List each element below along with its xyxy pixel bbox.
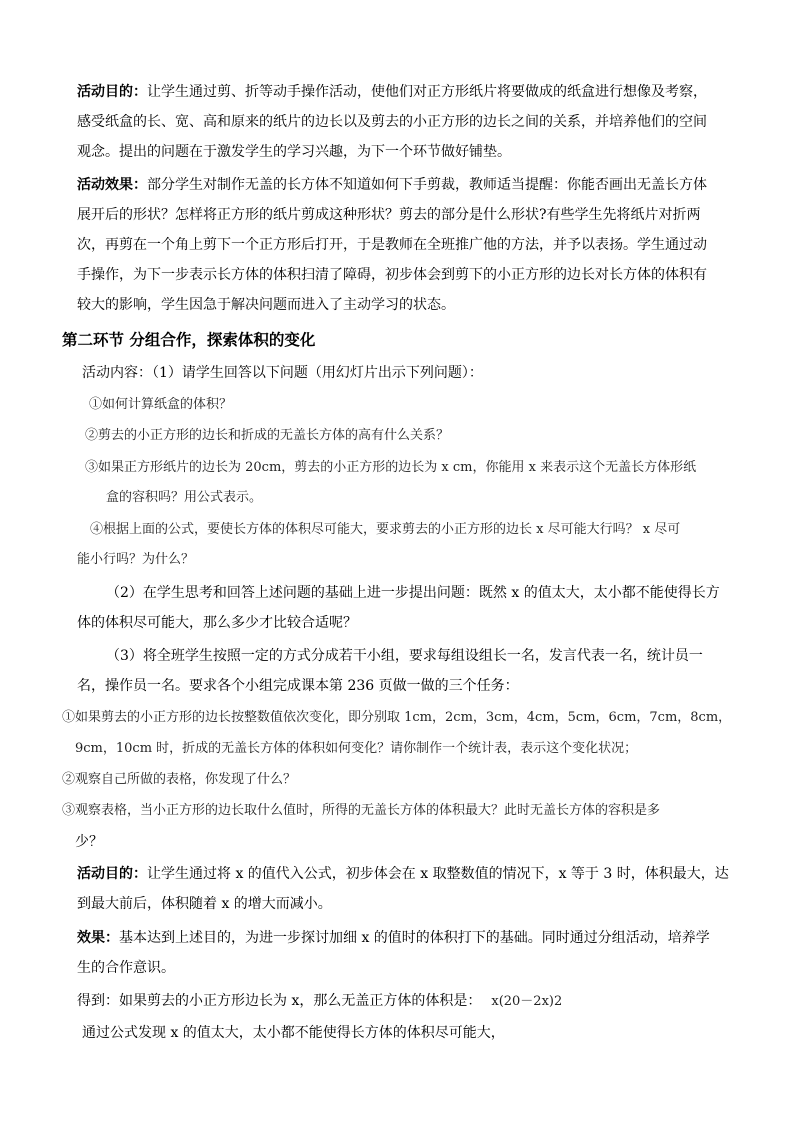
paragraph-3-cont: 名，操作员一名。要求各个小组完成课本第 236 页做一做的三个任务： bbox=[77, 678, 519, 694]
text: 让学生通过将 x 的值代入公式，初步体会在 x 取整数值的情况下，x 等于 3 时，体积最大，达 bbox=[147, 866, 729, 882]
paragraph-line: 生的合作意识。 bbox=[77, 960, 175, 976]
paragraph-line: 次，再剪在一个角上剪下一个正方形后打开，于是教师在全班推广他的方法，并予以表扬。学生通过动 bbox=[77, 237, 707, 253]
question-3: ③如果正方形纸片的边长为 20cm，剪去的小正方形的边长为 x cm，你能用 x 来表示这个无盖长方体形纸 bbox=[85, 460, 697, 475]
paragraph-3: （3）将全班学生按照一定的方式分成若干小组，要求每组设组长一名，发言代表一名，统计员一 bbox=[106, 648, 703, 664]
result-line-2: 通过公式发现 x 的值太大，太小都不能使得长方体的体积尽可能大， bbox=[82, 1025, 505, 1041]
section-label: 活动目的： bbox=[77, 866, 147, 882]
text: 让学生通过剪、折等动手操作活动，使他们对正方形纸片将要做成的纸盒进行想像及考察， bbox=[147, 84, 707, 100]
result-line bbox=[77, 991, 562, 1012]
result-text: 得到：如果剪去的小正方形边长为 x，那么无盖正方体的体积是： bbox=[77, 993, 482, 1009]
paragraph-line bbox=[77, 928, 710, 948]
section-label: 活动目的： bbox=[77, 84, 147, 100]
paragraph-line bbox=[77, 82, 707, 102]
paragraph-line: 观念。提出的问题在于激发学生的学习兴趣，为下一个环节做好铺垫。 bbox=[77, 144, 511, 160]
question-1: ①如何计算纸盒的体积？ bbox=[89, 397, 233, 412]
text: 部分学生对制作无盖的长方体不知道如何下手剪裁，教师适当提醒：你能否画出无盖长方体 bbox=[147, 177, 707, 193]
section-heading: 第二环节 分组合作，探索体积的变化 bbox=[62, 330, 316, 349]
paragraph-line: 手操作，为下一步表示长方体的体积扫清了障碍，初步体会到剪下的小正方形的边长对长方体的体积有 bbox=[77, 267, 707, 283]
paragraph-line bbox=[77, 864, 729, 884]
task-2: ②观察自己所做的表格，你发现了什么？ bbox=[62, 772, 297, 787]
paragraph-line: 展开后的形状？怎样将正方形的纸片剪成这种形状？剪去的部分是什么形状?有些学生先将纸片对折两 bbox=[77, 207, 701, 223]
task-3-cont: 少？ bbox=[75, 834, 103, 850]
question-4-cont: 能小行吗？为什么？ bbox=[77, 552, 195, 567]
question-4: ④根据上面的公式，要使长方体的体积尽可能大，要求剪去的小正方形的边长 x 尽可能大行吗？ x 尽可 bbox=[90, 522, 681, 537]
text: 基本达到上述目的，为进一步探讨加细 x 的值时的体积打下的基础。同时通过分组活动，培养学 bbox=[119, 930, 710, 946]
task-3: ③观察表格，当小正方形的边长取什么值时，所得的无盖长方体的体积最大？此时无盖长方体的容积是多 bbox=[62, 803, 661, 818]
question-2: ②剪去的小正方形的边长和折成的无盖长方体的高有什么关系？ bbox=[85, 428, 450, 443]
paragraph-2: （2）在学生思考和回答上述问题的基础上进一步提出问题：既然 x 的值太大，太小都不能使得长方 bbox=[106, 585, 720, 601]
task-1: ①如果剪去的小正方形的边长按整数值依次变化，即分别取 1cm，2cm，3cm，4cm，5cm，6cm，7cm，8cm， bbox=[62, 710, 732, 725]
paragraph-line: 到最大前后，体积随着 x 的增大而减小。 bbox=[77, 896, 332, 912]
question-3-cont: 盒的容积吗？用公式表示。 bbox=[106, 490, 263, 505]
paragraph-line: 较大的影响，学生因急于解决问题而进入了主动学习的状态。 bbox=[77, 297, 455, 313]
section-label: 效果： bbox=[77, 930, 119, 946]
section-label: 活动效果： bbox=[77, 177, 147, 193]
paragraph-line: 感受纸盒的长、宽、高和原来的纸片的边长以及剪去的小正方形的边长之间的关系，并培养他们的空间 bbox=[77, 114, 707, 130]
volume-formula: x(20－2x)2 bbox=[491, 994, 563, 1009]
paragraph-2-cont: 体的体积尽可能大，那么多少才比较合适呢？ bbox=[77, 615, 357, 631]
activity-intro: 活动内容：（1）请学生回答以下问题（用幻灯片出示下列问题）： bbox=[82, 365, 483, 381]
task-1-cont: 9cm，10cm 时，折成的无盖长方体的体积如何变化？请你制作一个统计表，表示这个变化状况； bbox=[75, 741, 638, 756]
paragraph-line bbox=[77, 175, 707, 195]
